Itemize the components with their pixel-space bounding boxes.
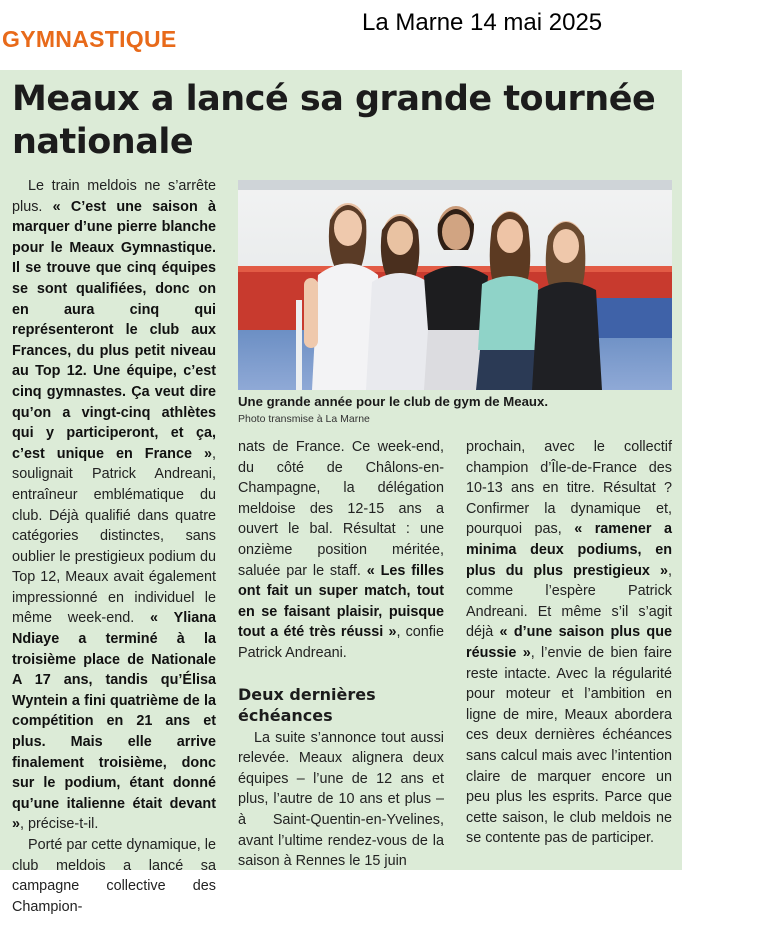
paragraph — [466, 437, 672, 849]
text-run: , soulignait Patrick Andreani, entraîneur emblématique du club. Déjà qualifié dans quatre catégories distinctes, sans oublier le prestigieux podium du Top 12, Meaux avait également impressionné en individuel le même week-end. — [12, 445, 216, 627]
paragraph — [12, 176, 216, 835]
text-run: , comme l’espère Patrick Andreani. Et même s’il s’agit déjà — [466, 562, 672, 641]
text-run: , précise-t-il. — [20, 816, 99, 833]
column-3 — [466, 437, 672, 849]
rubric-label: GYMNASTIQUE — [2, 26, 177, 52]
column-1 — [12, 176, 216, 917]
paragraph: Porté par cette dynamique, le club meldois a lancé sa campagne collective des Champion- — [12, 837, 216, 915]
text-run: , l’envie de bien faire reste intacte. Avec la régularité pour moteur et l’ambition en ligne de mire, Meaux abordera ces deux dernières échéances sans calcul mais avec l’intention claire de marquer encore un peu plus les esprits. Parce que cette saison, le club meldois ne se contente pas de participer. — [466, 644, 673, 847]
quote: « C’est une saison à marquer d’une pierre blanche pour le Meaux Gymnastique. Il se trouve que cinq équipes se sont qualifiées, donc on en aura cinq qui représenteront le club aux Frances, du plus petit niveau au Top 12. Une équipe, c’est cinq gymnastes. Ça veut dire qu’on a vingt-cinq athlètes qui y participeront, et ça, c’est unique en France » — [12, 198, 216, 462]
quote: « d’une saison plus que réussie » — [466, 624, 672, 661]
column-2 — [238, 437, 444, 872]
rail-left — [296, 300, 302, 390]
text-run: , confie Patrick Andreani. — [238, 624, 444, 661]
publication-source: La Marne 14 mai 2025 — [362, 9, 603, 36]
text-run: Le train meldois ne s’arrête plus. — [12, 178, 216, 215]
quote: « Yliana Ndiaye a terminé à la troisième place de Nationale A 17 ans, tandis qu’Élisa Wyntein a fini quatrième de la compétition en 21 ans et plus. Mais elle arrive finalement troisième, donc sur le podium, étant donné qu’une italienne était devant » — [12, 610, 216, 833]
team-photo — [238, 180, 672, 390]
ceiling-beam — [238, 180, 672, 190]
headline: Meaux a lancé sa grande tournée nationale — [12, 79, 656, 162]
subheading: Deux dernières échéances — [238, 684, 376, 725]
text-run: prochain, avec le collectif champion d’Île-de-France des 10-13 ans en titre. Résultat ? Confirmer la dynamique et, pourquoi pas, — [466, 439, 672, 538]
paragraph: La suite s’annonce tout aussi relevée. Meaux alignera deux équipes – l’une de 12 ans et plus, l’autre de 10 ans et plus – à Saint-Quentin-en-Yvelines, avant l’ultime rendez-vous de la saison à Rennes le 15 juin — [238, 729, 444, 870]
photo-credit: Photo transmise à La Marne — [238, 413, 370, 425]
quote: « Les filles ont fait un super match, tout en se faisant plaisir, puisque tout a été très réussi » — [238, 562, 444, 641]
text-run: nats de France. Ce week-end, du côté de Châlons-en-Champagne, la délégation meldoise des 12-15 ans a ouvert le bal. Résultat : une onzième position méritée, saluée par le staff. — [238, 439, 444, 579]
paragraph — [238, 437, 444, 664]
photo-caption: Une grande année pour le club de gym de Meaux. — [238, 394, 548, 409]
quote: « ramener a minima deux podiums, en plus du plus prestigieux » — [466, 521, 672, 579]
